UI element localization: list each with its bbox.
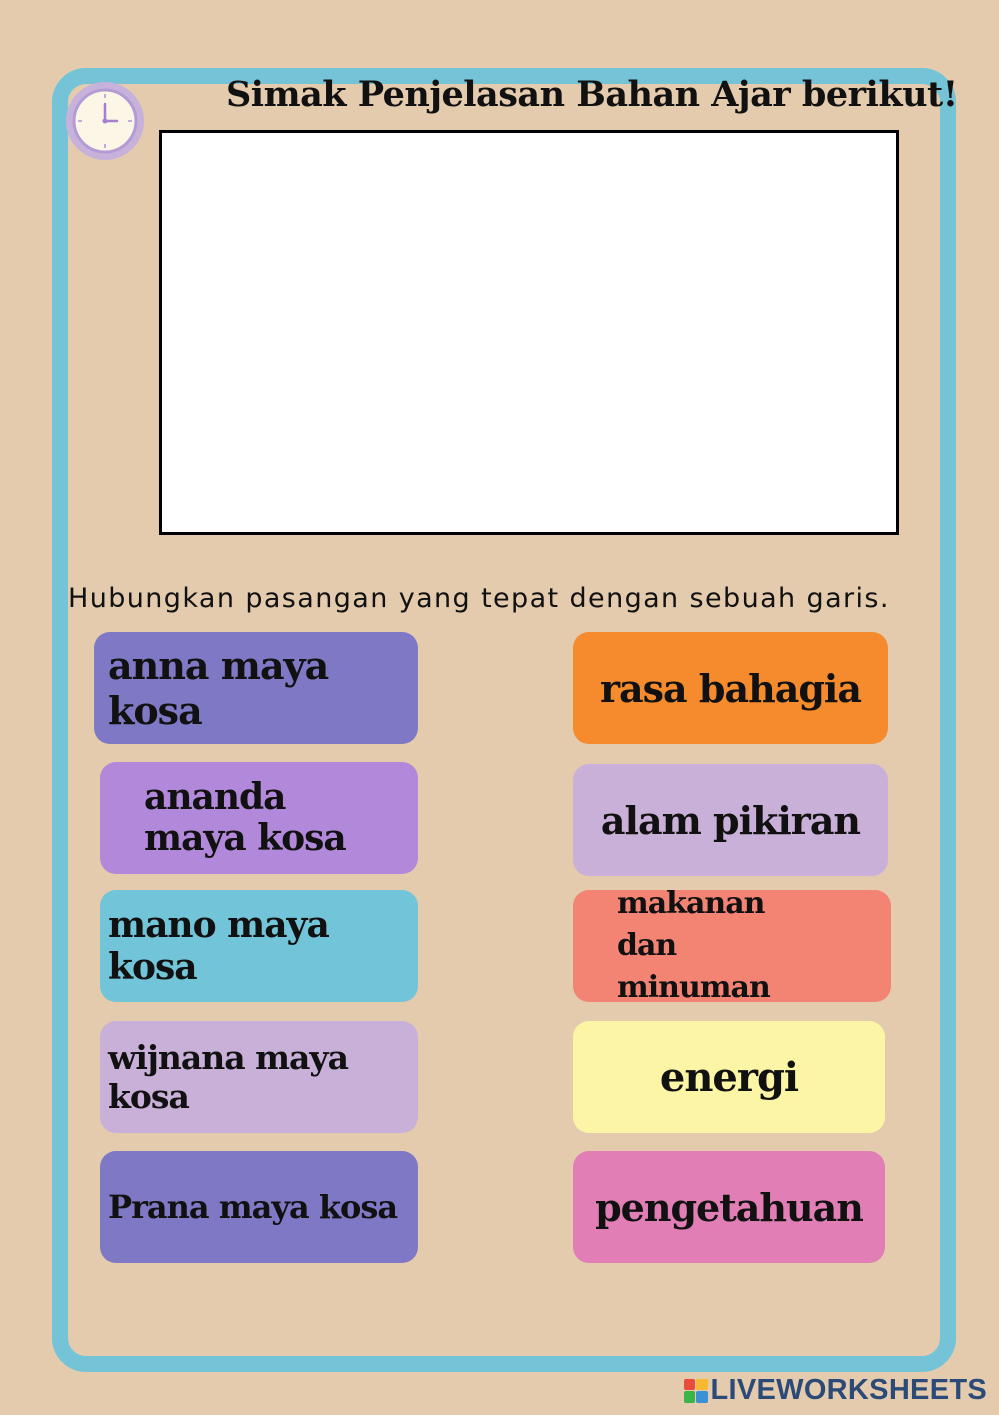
right-item-3[interactable]: [573, 886, 891, 1005]
brand-name: LIVEWORKSHEETS: [710, 1374, 987, 1406]
right-item-4[interactable]: [573, 1021, 885, 1133]
left-item-label: mano maya kosa: [108, 904, 329, 988]
liveworksheets-logo-icon: [684, 1379, 708, 1403]
liveworksheets-brand[interactable]: [684, 1374, 988, 1407]
left-item-2[interactable]: [100, 762, 418, 874]
right-item-label: pengetahuan: [595, 1184, 863, 1230]
page-title: Simak Penjelasan Bahan Ajar berikut!: [226, 74, 958, 115]
instruction-text: Hubungkan pasangan yang tepat dengan sebuah garis.: [68, 583, 890, 614]
right-item-2[interactable]: [573, 764, 888, 876]
learning-material-placeholder[interactable]: [159, 130, 899, 535]
left-item-label: wijnana maya kosa: [108, 1038, 348, 1116]
left-item-label: anna maya kosa: [108, 643, 329, 733]
left-item-5[interactable]: [100, 1151, 418, 1263]
left-item-label: ananda maya kosa: [144, 775, 346, 859]
left-item-3[interactable]: [100, 890, 418, 1002]
clock-icon: [64, 80, 146, 162]
right-item-label: makanan dan minuman: [617, 886, 770, 1005]
right-item-label: rasa bahagia: [600, 665, 861, 711]
right-item-1[interactable]: [573, 632, 888, 744]
left-item-1[interactable]: [94, 632, 418, 744]
right-item-5[interactable]: [573, 1151, 885, 1263]
right-item-label: alam pikiran: [600, 797, 861, 843]
left-item-label: Prana maya kosa: [108, 1188, 398, 1226]
right-item-label: energi: [659, 1053, 799, 1101]
left-item-4[interactable]: [100, 1021, 418, 1133]
